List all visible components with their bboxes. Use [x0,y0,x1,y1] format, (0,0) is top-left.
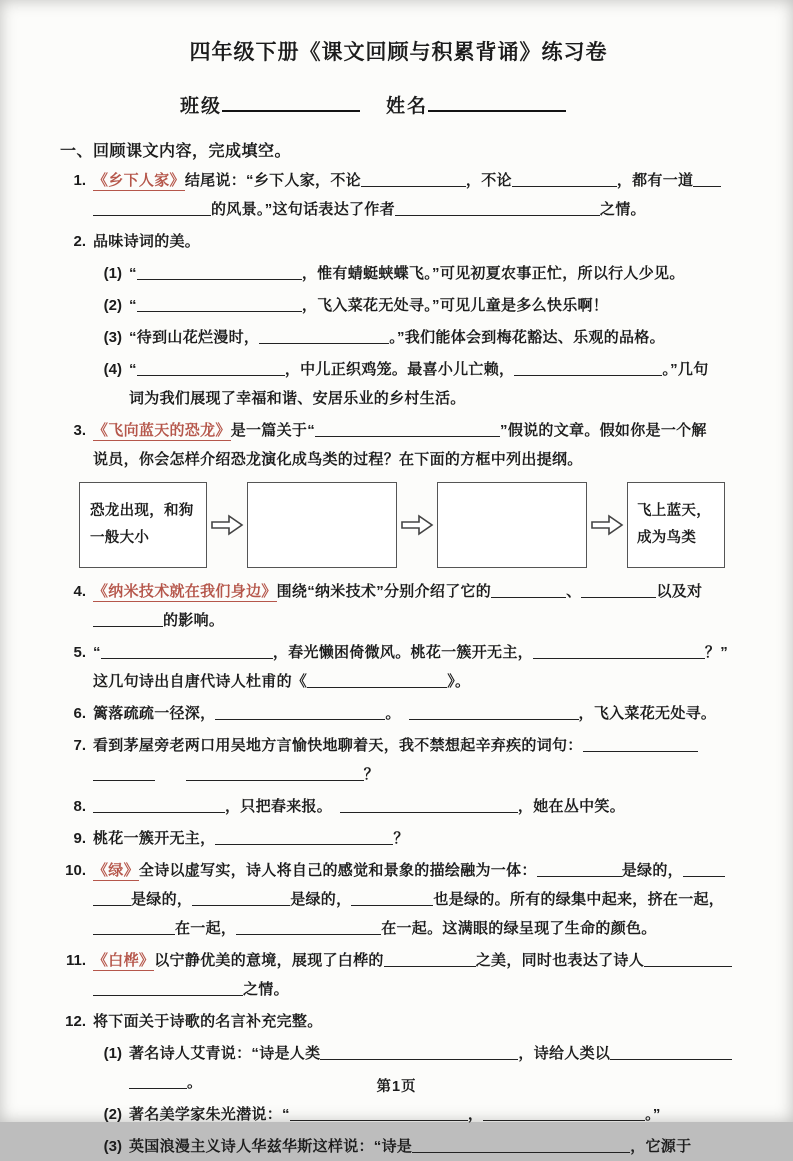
question-text: ，中儿正织鸡笼。最喜小儿亡赖， [284,361,515,378]
question-row [60,731,737,789]
question-text: ？” [704,644,729,661]
question-row [60,166,737,224]
blank-underline [395,200,600,216]
question-number: (3) [103,1138,122,1155]
blank-underline [259,328,389,344]
question-body [93,792,737,821]
question-body [93,638,737,696]
blank-underline [236,919,381,935]
question-number: (2) [103,297,122,314]
question-text: 这几句诗出自唐代诗人杜甫的《 [93,673,308,690]
question-body [93,227,737,256]
question-number: (1) [103,265,122,282]
question-row [60,699,737,728]
question-text: 全诗以虚写实，诗人将自己的感觉和景象的描绘融为一体： [138,862,537,879]
question-body [93,577,737,635]
blank-underline [693,171,721,187]
blank-underline [93,890,131,906]
question-number: (4) [103,361,122,378]
question-body [129,1132,737,1161]
blank-underline [186,765,364,781]
question-text: ”假说的文章。假如你是一个解 [500,422,707,439]
question-body [129,291,737,320]
blank-underline [320,1044,518,1060]
blank-underline [137,296,302,312]
sub-question-row [60,355,737,413]
sub-question-row [60,323,737,352]
question-text: 在一起， [175,920,237,937]
question-number: 3. [73,422,86,439]
sub-question-row [60,259,737,288]
question-body [129,1100,737,1129]
question-text: 、 [566,583,582,600]
question-row [60,792,737,821]
question-number: 12. [65,1013,86,1030]
name-blank-underline [428,90,566,112]
question-text: ，飞入菜花无处寻。”可见儿童是多么快乐啊！ [301,297,609,314]
blank-underline [409,704,579,720]
question-body [93,824,737,853]
question-number: (1) [103,1045,122,1062]
question-text: 》。 [447,673,471,690]
blank-underline [361,171,466,187]
blank-underline [583,736,698,752]
class-blank-underline [222,90,360,112]
page-title: 四年级下册《课文回顾与积累背诵》练习卷 [189,41,608,64]
question-text: ，飞入菜花无处寻。 [578,705,717,722]
blank-underline [340,797,518,813]
question-text: ，惟有蜻蜓蛱蝶飞。”可见初夏农事正忙，所以行人少见。 [301,265,685,282]
question-text: ，只把春来报。 [225,798,325,815]
blank-underline [514,360,662,376]
question-text: 之情。 [599,201,646,218]
blank-underline [384,951,476,967]
question-number: 6. [73,705,86,722]
question-row [60,638,737,696]
question-text: ，春光懒困倚微风。桃花一簇开无主， [272,644,533,661]
question-text: 围绕“纳米技术”分别介绍了它的 [276,583,492,600]
question-row [60,416,737,574]
question-text: 是绿的， [290,891,352,908]
question-body [129,259,737,288]
question-number: 5. [73,644,86,661]
question-number: 1. [73,172,86,189]
question-body [93,699,737,728]
blank-underline [101,643,273,659]
blank-underline [93,611,163,627]
name-label: 姓名 [386,96,429,117]
question-body [93,731,737,789]
question-text: 的影响。 [163,612,225,629]
blank-underline [215,829,393,845]
lesson-title-red: 《白桦》 [93,952,155,969]
blank-underline [610,1044,732,1060]
lesson-title-red: 《飞向蓝天的恐龙》 [93,422,231,439]
question-text: 说员，你会怎样介绍恐龙演化成鸟类的过程？在下面的方框中列出提纲。 [93,451,583,468]
question-text: 的风景。”这句话表达了作者 [211,201,395,218]
lesson-title-red: 《绿》 [93,862,139,879]
question-text: ？ [363,766,379,783]
blank-underline [351,890,433,906]
question-number: 10. [65,862,86,879]
question-text: “ [129,361,137,378]
question-text: “ [129,297,137,314]
question-text: “待到山花烂漫时， [129,329,260,346]
question-text [393,705,408,722]
question-text [325,798,340,815]
blank-underline [93,919,175,935]
question-text: 。” [645,1106,661,1123]
question-text: 以宁静优美的意境，展现了白桦的 [154,952,384,969]
blank-underline [581,582,656,598]
question-row [60,856,737,943]
blank-underline [412,1137,630,1153]
question-text: ，她在丛中笑。 [517,798,626,815]
question-row [60,577,737,635]
question-number: (2) [103,1106,122,1123]
question-text: 篱落疏疏一径深， [93,705,216,722]
sub-question-row [60,1100,737,1129]
blank-underline [683,861,725,877]
question-text: 。”几句 [662,361,709,378]
question-body [90,416,737,574]
question-body [93,856,737,943]
blank-underline [537,861,622,877]
question-number: (3) [103,329,122,346]
question-text: 著名美学家朱光潜说：“ [129,1106,290,1123]
section-header: 一、回顾课文内容，完成填空。 [60,143,292,160]
flow-box-text: 飞上蓝天，成为鸟类 [637,503,711,546]
blank-underline [93,980,243,996]
question-text: ？ [393,830,409,847]
question-text [155,766,186,783]
blank-underline [192,890,290,906]
question-text: 。”我们能体会到梅花豁达、乐观的品格。 [389,329,665,346]
page-footer: 第1页 [376,1079,417,1095]
question-number: 8. [73,798,86,815]
question-text: 品味诗词的美。 [93,233,201,250]
question-number: 11. [65,952,86,969]
question-text: 著名诗人艾青说：“诗是人类 [129,1045,321,1062]
question-row [60,946,737,1004]
question-text: 之美，同时也表达了诗人 [475,952,645,969]
question-text: 之情。 [243,981,289,998]
question-text: ，它源于 [630,1138,692,1155]
question-text: 也是绿的。所有的绿集中起来，挤在一起， [433,891,725,908]
question-text: 英国浪漫主义诗人华兹华斯这样说：“诗是 [129,1138,413,1155]
question-row [60,227,737,256]
question-text: 将下面关于诗歌的名言补充完整。 [93,1013,323,1030]
sub-question-row [60,1132,737,1161]
lesson-title-red: 《乡下人家》 [93,172,185,189]
question-text: “ [93,644,101,661]
blank-underline [533,643,705,659]
question-number: 4. [73,583,86,600]
question-text: 词为我们展现了幸福和谐、安居乐业的乡村生活。 [129,390,466,407]
flow-box-empty [437,482,587,568]
blank-underline [93,200,211,216]
flow-box-empty [247,482,397,568]
question-number: 9. [73,830,86,847]
question-body [93,166,737,224]
question-body [129,323,737,352]
question-text: 。 [187,1074,203,1091]
blank-underline [93,765,155,781]
flow-box-labeled [627,482,725,568]
question-text: 是一篇关于“ [230,422,316,439]
arrow-right-icon [591,513,623,537]
blank-underline [137,360,285,376]
question-body [129,355,737,413]
blank-underline [512,171,617,187]
blank-underline [307,672,447,688]
blank-underline [93,797,225,813]
question-text: 桃花一簇开无主， [93,830,216,847]
class-label: 班级 [180,96,223,117]
question-text: ，都有一道 [616,172,694,189]
question-text: ，诗给人类以 [518,1045,611,1062]
arrow-right-icon [401,513,433,537]
student-info-line [180,90,737,118]
blank-underline [491,582,566,598]
question-text: 在一起。这满眼的绿呈现了生命的颜色。 [381,920,657,937]
question-text: 以及对 [656,583,703,600]
question-number: 2. [73,233,86,250]
question-row [60,1007,737,1036]
blank-underline [137,264,302,280]
question-text: 结尾说：“乡下人家，不论 [184,172,361,189]
question-number: 7. [73,737,86,754]
question-text: “ [129,265,137,282]
arrow-right-icon [211,513,243,537]
question-text: ， [467,1106,484,1123]
question-text: 看到茅屋旁老两口用吴地方言愉快地聊着天，我不禁想起辛弃疾的词句： [93,737,583,754]
lesson-title-red: 《纳米技术就在我们身边》 [93,583,277,600]
question-text: 是绿的， [621,862,683,879]
blank-underline [215,704,385,720]
sub-question-row [60,291,737,320]
question-list [60,166,737,1161]
question-body [93,1007,737,1036]
question-row [60,824,737,853]
question-text: 。 [385,705,394,722]
flow-box-text: 恐龙出现，和狗一般大小 [90,503,194,546]
evolution-flowchart [79,482,737,568]
blank-underline [290,1105,468,1121]
flow-box-labeled [79,482,207,568]
blank-underline [315,421,500,437]
question-text: ，不论 [465,172,512,189]
question-body [93,946,737,1004]
blank-underline [644,951,732,967]
question-text: 是绿的， [131,891,193,908]
blank-underline [483,1105,645,1121]
